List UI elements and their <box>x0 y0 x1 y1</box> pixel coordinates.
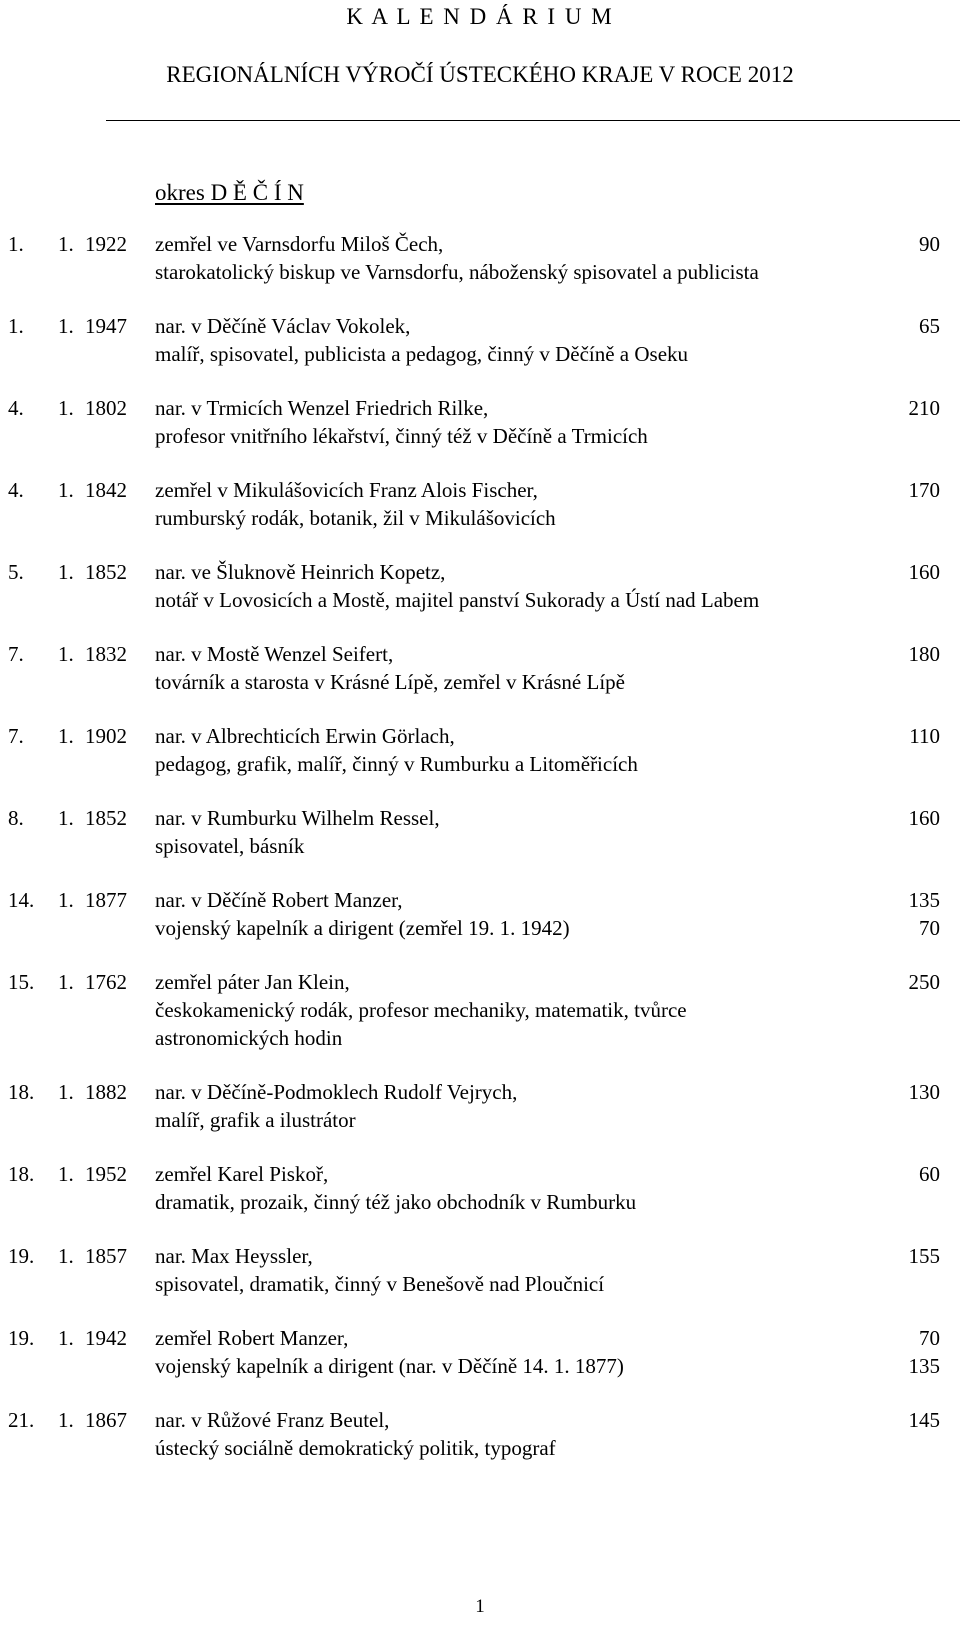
entry-day: 1. <box>8 232 24 256</box>
entry-text: nar. v Děčíně Václav Vokolek, <box>155 314 411 338</box>
entry-text: pedagog, grafik, malíř, činný v Rumburku a Litoměřicích <box>155 752 638 776</box>
entry-day: 18. <box>8 1162 35 1186</box>
entry-text: nar. v Mostě Wenzel Seifert, <box>155 642 394 666</box>
entry-day: 5. <box>8 560 24 584</box>
entry-day: 15. <box>8 970 35 994</box>
entry-month: 1. <box>58 1244 74 1268</box>
entry-year: 1852 <box>85 560 127 584</box>
entry-day: 8. <box>8 806 24 830</box>
entry-line-main <box>0 1324 960 1352</box>
anniversary-years: 70 <box>919 1326 940 1350</box>
entry-day: 18. <box>8 1080 35 1104</box>
entry-day: 21. <box>8 1408 35 1432</box>
entry-line-main <box>0 558 960 586</box>
document-subtitle: REGIONÁLNÍCH VÝROČÍ ÚSTECKÉHO KRAJE V ROCE 2012 <box>166 62 794 87</box>
calendar-entry <box>0 1324 960 1380</box>
calendar-entry <box>0 312 960 368</box>
entry-year: 1947 <box>85 314 127 338</box>
entry-text: starokatolický biskup ve Varnsdorfu, náboženský spisovatel a publicista <box>155 260 759 284</box>
entry-text: dramatik, prozaik, činný též jako obchodník v Rumburku <box>155 1190 637 1214</box>
entry-line-detail <box>0 258 960 286</box>
anniversary-years: 135 <box>908 888 940 912</box>
entry-line-main <box>0 968 960 996</box>
anniversary-years: 160 <box>908 806 940 830</box>
entry-text: ústecký sociálně demokratický politik, typograf <box>155 1436 556 1460</box>
entry-day: 1. <box>8 314 24 338</box>
entry-line-main <box>0 722 960 750</box>
entry-text: českokamenický rodák, profesor mechaniky, matematik, tvůrce <box>155 998 687 1022</box>
entry-line-detail <box>0 586 960 614</box>
anniversary-years: 130 <box>908 1080 940 1104</box>
entry-month: 1. <box>58 1326 74 1350</box>
anniversary-years: 110 <box>909 724 940 748</box>
entry-month: 1. <box>58 642 74 666</box>
entry-month: 1. <box>58 970 74 994</box>
entry-text: nar. v Růžové Franz Beutel, <box>155 1408 390 1432</box>
entry-month: 1. <box>58 1162 74 1186</box>
entry-line-detail <box>0 1352 960 1380</box>
entry-text: spisovatel, dramatik, činný v Benešově nad Ploučnicí <box>155 1272 605 1296</box>
anniversary-years: 250 <box>908 970 940 994</box>
entry-line-main <box>0 804 960 832</box>
entry-line-main <box>0 230 960 258</box>
entry-line-detail <box>0 504 960 532</box>
entry-line-main <box>0 1406 960 1434</box>
entry-text: nar. ve Šluknově Heinrich Kopetz, <box>155 560 446 584</box>
entry-line-detail <box>0 750 960 778</box>
entry-line-detail <box>0 914 960 942</box>
entry-line-main <box>0 394 960 422</box>
entry-text: zemřel Robert Manzer, <box>155 1326 349 1350</box>
entry-month: 1. <box>58 478 74 502</box>
entry-line-main <box>0 312 960 340</box>
page-number: 1 <box>475 1596 485 1617</box>
entry-line-main <box>0 640 960 668</box>
anniversary-years: 210 <box>908 396 940 420</box>
entry-line-main <box>0 1160 960 1188</box>
entry-year: 1832 <box>85 642 127 666</box>
entry-year: 1942 <box>85 1326 127 1350</box>
district-heading: okres D Ě Č Í N <box>155 180 304 205</box>
entry-year: 1882 <box>85 1080 127 1104</box>
entry-line-detail <box>0 668 960 696</box>
entry-day: 7. <box>8 724 24 748</box>
title-divider <box>106 120 960 121</box>
entry-text: nar. v Albrechticích Erwin Görlach, <box>155 724 455 748</box>
anniversary-years: 135 <box>908 1354 940 1378</box>
entry-line-detail <box>0 1106 960 1134</box>
entry-line-detail <box>0 1188 960 1216</box>
entry-text: notář v Lovosicích a Mostě, majitel panství Sukorady a Ústí nad Labem <box>155 588 760 612</box>
entry-line-detail <box>0 832 960 860</box>
entry-month: 1. <box>58 806 74 830</box>
entry-text: zemřel páter Jan Klein, <box>155 970 350 994</box>
entry-day: 7. <box>8 642 24 666</box>
entry-line-main <box>0 1242 960 1270</box>
entry-day: 19. <box>8 1326 35 1350</box>
entry-line-detail <box>0 996 960 1024</box>
anniversary-years: 170 <box>908 478 940 502</box>
entry-text: nar. v Rumburku Wilhelm Ressel, <box>155 806 440 830</box>
entry-line-main <box>0 1078 960 1106</box>
entry-line-detail <box>0 340 960 368</box>
calendar-entry <box>0 394 960 450</box>
entry-text: nar. v Trmicích Wenzel Friedrich Rilke, <box>155 396 489 420</box>
entry-text: nar. v Děčíně-Podmoklech Rudolf Vejrych, <box>155 1080 518 1104</box>
anniversary-years: 90 <box>919 232 940 256</box>
calendar-entry <box>0 722 960 778</box>
entry-line-detail <box>0 1434 960 1462</box>
entry-year: 1857 <box>85 1244 127 1268</box>
entry-line-main <box>0 886 960 914</box>
calendar-entry <box>0 1242 960 1298</box>
calendar-entry <box>0 640 960 696</box>
entry-year: 1922 <box>85 232 127 256</box>
entry-text: malíř, grafik a ilustrátor <box>155 1108 356 1132</box>
entry-line-detail <box>0 1270 960 1298</box>
entry-year: 1842 <box>85 478 127 502</box>
anniversary-years: 65 <box>919 314 940 338</box>
calendar-entry <box>0 804 960 860</box>
entry-line-detail <box>0 1024 960 1052</box>
entry-text: rumburský rodák, botanik, žil v Mikulášovicích <box>155 506 556 530</box>
anniversary-years: 160 <box>908 560 940 584</box>
calendar-entry <box>0 886 960 942</box>
document-title: K A L E N D Á R I U M <box>346 4 614 29</box>
calendar-entry <box>0 558 960 614</box>
calendar-entry <box>0 476 960 532</box>
entry-text: spisovatel, básník <box>155 834 305 858</box>
entry-line-main <box>0 476 960 504</box>
anniversary-years: 145 <box>908 1408 940 1432</box>
entry-year: 1867 <box>85 1408 127 1432</box>
entry-year: 1902 <box>85 724 127 748</box>
entry-text: zemřel ve Varnsdorfu Miloš Čech, <box>155 232 444 256</box>
entry-text: malíř, spisovatel, publicista a pedagog, činný v Děčíně a Oseku <box>155 342 689 366</box>
entry-month: 1. <box>58 560 74 584</box>
calendar-entry <box>0 968 960 1052</box>
entry-day: 4. <box>8 396 24 420</box>
entry-text: profesor vnitřního lékařství, činný též v Děčíně a Trmicích <box>155 424 648 448</box>
anniversary-years: 60 <box>919 1162 940 1186</box>
entry-text: vojenský kapelník a dirigent (zemřel 19. 1. 1942) <box>155 916 570 940</box>
calendar-entry <box>0 1160 960 1216</box>
entry-year: 1877 <box>85 888 127 912</box>
calendar-entry <box>0 230 960 286</box>
entry-day: 4. <box>8 478 24 502</box>
entry-year: 1802 <box>85 396 127 420</box>
anniversary-years: 70 <box>919 916 940 940</box>
entry-text: nar. Max Heyssler, <box>155 1244 313 1268</box>
entry-text: zemřel Karel Piskoř, <box>155 1162 329 1186</box>
entry-month: 1. <box>58 232 74 256</box>
entry-month: 1. <box>58 314 74 338</box>
entry-day: 14. <box>8 888 35 912</box>
entry-month: 1. <box>58 396 74 420</box>
entry-year: 1762 <box>85 970 127 994</box>
entry-year: 1952 <box>85 1162 127 1186</box>
entry-text: zemřel v Mikulášovicích Franz Alois Fischer, <box>155 478 538 502</box>
entry-month: 1. <box>58 724 74 748</box>
entry-text: továrník a starosta v Krásné Lípě, zemřel v Krásné Lípě <box>155 670 625 694</box>
entry-month: 1. <box>58 888 74 912</box>
calendar-entry <box>0 1406 960 1462</box>
entry-year: 1852 <box>85 806 127 830</box>
anniversary-years: 155 <box>908 1244 940 1268</box>
entry-day: 19. <box>8 1244 35 1268</box>
entry-line-detail <box>0 422 960 450</box>
entry-text: vojenský kapelník a dirigent (nar. v Děčíně 14. 1. 1877) <box>155 1354 624 1378</box>
entry-month: 1. <box>58 1408 74 1432</box>
entry-text: astronomických hodin <box>155 1026 343 1050</box>
entry-month: 1. <box>58 1080 74 1104</box>
entry-text: nar. v Děčíně Robert Manzer, <box>155 888 403 912</box>
calendar-entry <box>0 1078 960 1134</box>
anniversary-years: 180 <box>908 642 940 666</box>
